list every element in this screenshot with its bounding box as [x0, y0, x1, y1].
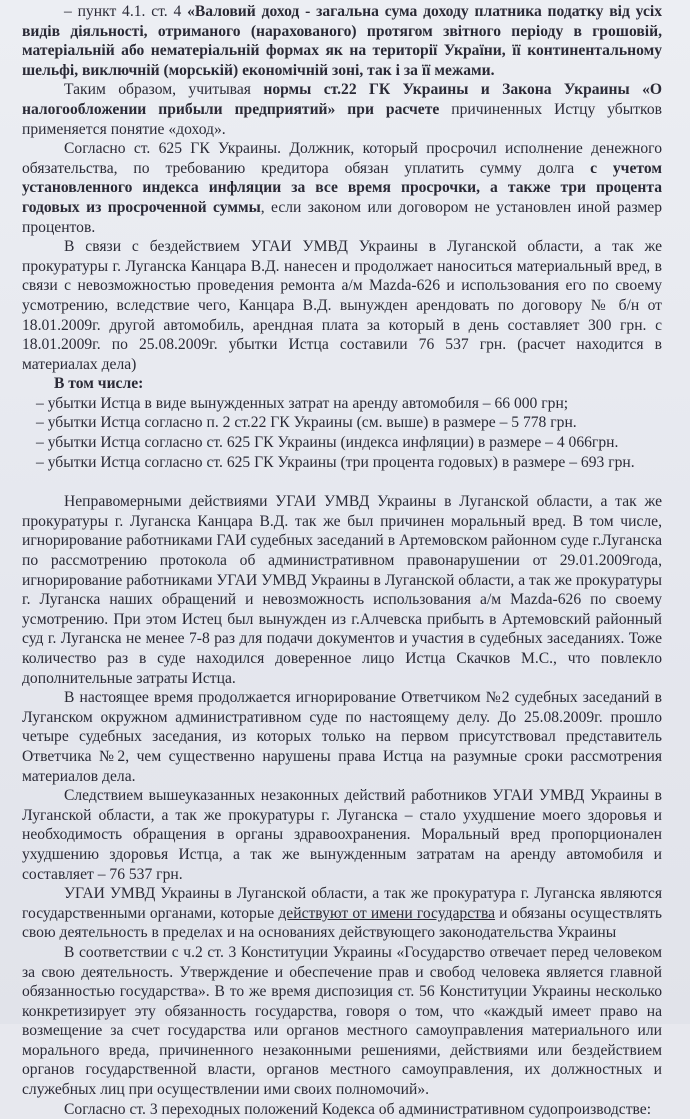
damages-list: [22, 374, 662, 472]
paragraph-health: Следствием вышеуказанных незаконных действий работников УГАИ УМВД Украины в Луганской области, а так же прокуратуры г. Луганска – стало ухудшение моего здоровья и необходимость обращения в органы здравоохранения. Моральный вред пропорционален ухудшению здоровья Истца, а так же вынужденным затратам на аренду автомобиля и составляет – 76 537 грн.: [22, 787, 662, 883]
paragraph-tax-code-quote: [22, 0, 662, 80]
list-item: – убытки Истца согласно ст. 625 ГК Украины (индекса инфляции) в размере – 4 066грн.: [36, 434, 619, 452]
paragraph-ignoring-court: В настоящее время продолжается игнорирование Ответчиком №2 судебных заседаний в Луганском окружном административном суде по настоящему делу. До 25.08.2009г. прошло четыре судебных заседания, из которых только на первом присутствовал представитель Ответчика №2, чем существенно нарушены права Истца на разумные сроки рассмотрения материалов дела.: [22, 689, 662, 785]
paragraph-material-damage: В связи с бездействием УГАИ УМВД Украины в Луганской области, а так же прокуратуры г. Луганска Канцара В.Д. нанесен и продолжает наноситься материальный вред, в связи с невозможностью проведения ремонта а/м Mazda-626 и использования его по своему усмотрению, вследствие чего, Канцара В.Д. вынужден арендовать по договору № б/н от 18.01.2009г. другой автомобиль, арендная плата за который в день составляет 300 грн. с 18.01.2009г. по 25.08.2009г. убытки Истца составили 76 537 грн. (расчет находится в материалах дела): [22, 238, 662, 373]
paragraph-dokhod: Таким образом, учитывая нормы ст.22 ГК Украины и Закона Украины «О налогообложении прибыли предприятий» при расчете причиненных Истцу убытков применяется понятие «доход».: [22, 81, 662, 138]
paragraph-transitional: Согласно ст. 3 переходных положений Кодекса об административном судопроизводстве:: [64, 1100, 652, 1118]
bold-norms: нормы ст.22 ГК Украины и Закона Украины «О налогообложении прибыли предприятий» при расчете: [22, 81, 662, 118]
paragraph-state-bodies: УГАИ УМВД Украины в Луганской области, а так же прокуратура г. Луганска являются государственными органами, которые действуют от имени государства и обязаны осуществлять свою деятельность в пределах и на основаниях действующего законодательства Украины: [22, 885, 662, 942]
list-item: – убытки Истца в виде вынужденных затрат на аренду автомобиля – 66 000 грн;: [36, 394, 569, 412]
list-heading: В том числе:: [54, 375, 144, 393]
bold-inflation: с учетом установленного индекса инфляции за все время просрочки, а также три процента годовых из просроченной суммы: [22, 159, 662, 216]
list-item: – убытки Истца согласно ст. 625 ГК Украины (три процента годовых) в размере – 693 грн.: [36, 453, 635, 471]
underlined-phrase: действуют от имени государства: [278, 904, 496, 922]
list-item: – убытки Истца согласно п. 2 ст.22 ГК Украины (см. выше) в размере – 5 778 грн.: [36, 414, 577, 432]
paragraph-constitution: В соответствии с ч.2 ст. 3 Конституции Украины «Государство отвечает перед человеком за свою деятельность. Утверждение и обеспечение прав и свобод человека является главной обязанностью государства». В то же время диспозиция ст. 56 Конституции Украины несколько конкретизирует эту обязанность государства, говоря о том, что «каждый имеет право на возмещение за счет государства или органов местного самоуправления материального или морального вреда, причиненного незаконными решениями, действиями или бездействием органов государственной власти, органов местного самоуправления, их должностных и служебных лиц при осуществлении ими своих полномочий».: [22, 943, 662, 1099]
quote-lead: – пункт 4.1. ст. 4: [64, 3, 188, 20]
quote-bold-text: «Валовий доход - загальна сума доходу платника податку від усіх видів діяльності, отриманого (нарахованого) протягом звітного періоду в грошовій, матеріальній або нематеріальній формах як на території України, її континентальному шельфі, виключній (морській) економічній зоні, так і за її межами.: [22, 3, 662, 79]
paragraph-moral-damage: Неправомерными действиями УГАИ УМВД Украины в Луганской области, а так же прокуратуры г. Луганска Канцара В.Д. так же был причинен моральный вред. В том числе, игнорирование работниками ГАИ судебных заседаний в Артемовском районном суде г.Луганска по рассмотрению протокола об административном правонарушении от 29.01.2009года, игнорирование работниками УГАИ УМВД Украины в Луганской области, а так же прокуратуры г. Луганска наших обращений и невозможность использования а/м Mazda-626 по своему усмотрению. При этом Истец был вынужден из г.Алчевска прибыть в Артемовский районный суд г. Луганска не менее 7-8 раз для подачи документов и участия в судебных заседаниях. Тоже количество раз в суде находился доверенное лицо Истца Скачков М.С., что повлекло дополнительные затраты Истца.: [22, 493, 662, 687]
paragraph-art-625: Согласно ст. 625 ГК Украины. Должник, который просрочил исполнение денежного обязательства, по требованию кредитора обязан уплатить сумму долга с учетом установленного индекса инфляции за все время просрочки, а также три процента годовых из просроченной суммы, если законом или договором не установлен иной размер процентов.: [22, 140, 662, 236]
